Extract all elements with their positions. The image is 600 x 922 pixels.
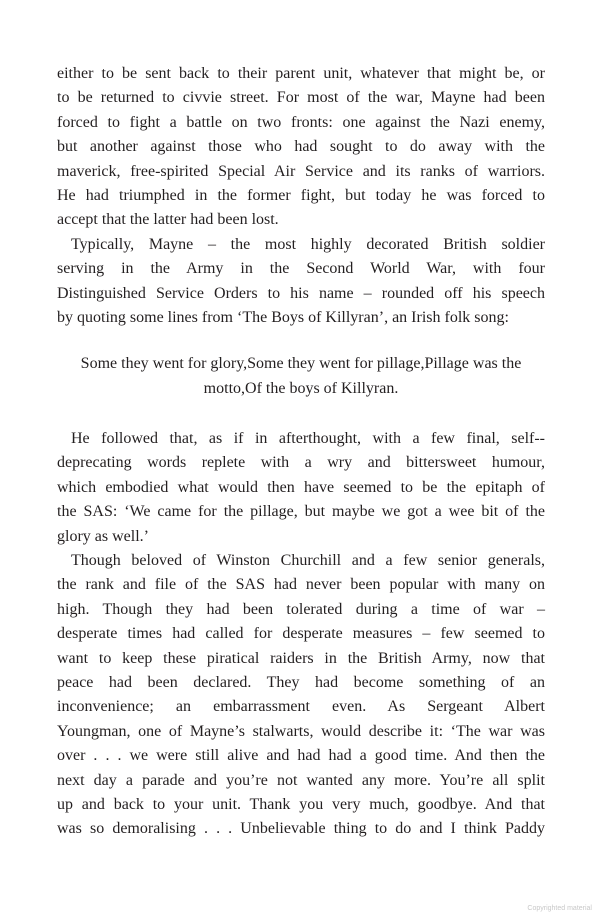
text-line: Distinguished Service Orders to his name – rounded off his speech bbox=[57, 284, 545, 302]
text-line: over . . . we were still alive and had had a good time. And then the bbox=[57, 747, 545, 765]
text-line: motto,Of the boys of Killyran. bbox=[203, 379, 399, 397]
text-line: forced to fight a battle on two fronts: one against the Nazi enemy, bbox=[57, 113, 545, 131]
text-line: accept that the latter had been lost. bbox=[57, 211, 279, 229]
paragraph bbox=[57, 233, 545, 331]
text-line: but another against those who had sought to do away with the bbox=[57, 138, 545, 156]
text-line: want to keep these piratical raiders in the British Army, now that bbox=[57, 649, 545, 667]
text-line: to be returned to civvie street. For most of the war, Mayne had been bbox=[57, 89, 545, 107]
text-line: inconvenience; an embarrassment even. As Sergeant Albert bbox=[57, 698, 545, 716]
text-line: Typically, Mayne – the most highly decorated British soldier bbox=[71, 235, 545, 253]
text-line: up and back to your unit. Thank you very much, goodbye. And that bbox=[57, 795, 545, 813]
text-line: the rank and file of the SAS had never been popular with many on bbox=[57, 576, 545, 594]
text-line: maverick, free-spirited Special Air Service and its ranks of warriors. bbox=[57, 162, 545, 180]
text-line: He followed that, as if in afterthought, with a few final, self-- bbox=[71, 430, 545, 448]
text-line: by quoting some lines from ‘The Boys of Killyran’, an Irish folk song: bbox=[57, 308, 509, 326]
verse-quote bbox=[57, 352, 545, 401]
paragraph bbox=[57, 549, 545, 842]
text-line: peace had been declared. They had become something of an bbox=[57, 673, 545, 691]
text-line: next day a parade and you’re not wanted any more. You’re all split bbox=[57, 771, 545, 789]
paragraph bbox=[57, 62, 545, 233]
text-line: was so demoralising . . . Unbelievable thing to do and I think Paddy bbox=[57, 820, 545, 838]
text-line: serving in the Army in the Second World War, with four bbox=[57, 260, 545, 278]
text-line: glory as well.’ bbox=[57, 527, 149, 545]
text-line: high. Though they had been tolerated during a time of war – bbox=[57, 600, 545, 618]
text-line: deprecating words replete with a wry and bittersweet humour, bbox=[57, 454, 545, 472]
text-line: desperate times had called for desperate measures – few seemed to bbox=[57, 625, 545, 643]
text-line: Though beloved of Winston Churchill and a few senior generals, bbox=[71, 552, 545, 570]
text-line: the SAS: ‘We came for the pillage, but maybe we got a wee bit of the bbox=[57, 503, 545, 521]
copyright-watermark: Copyrighted material bbox=[527, 905, 592, 912]
text-line: He had triumphed in the former fight, but today he was forced to bbox=[57, 186, 545, 204]
paragraph bbox=[57, 427, 545, 549]
text-line: Some they went for glory,Some they went for pillage,Pillage was the bbox=[80, 355, 522, 373]
text-line: Youngman, one of Mayne’s stalwarts, would describe it: ‘The war was bbox=[57, 722, 545, 740]
text-line: which embodied what would then have seemed to be the epitaph of bbox=[57, 478, 545, 496]
text-line: either to be sent back to their parent unit, whatever that might be, or bbox=[57, 65, 545, 82]
page-body-text bbox=[57, 62, 545, 842]
